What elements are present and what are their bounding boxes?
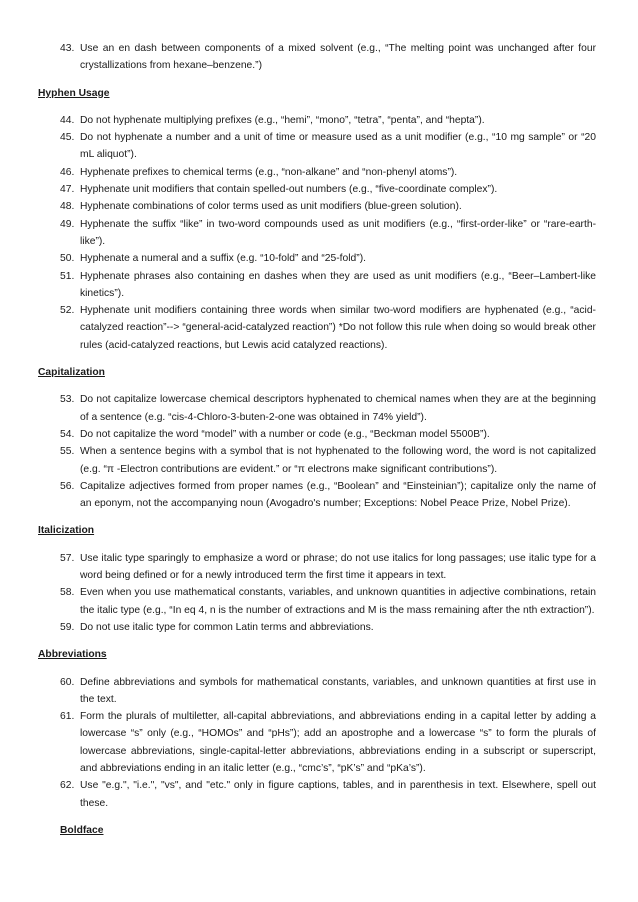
list-item xyxy=(38,302,596,354)
section-heading-abbreviations: Abbreviations xyxy=(38,649,107,661)
item-text: Hyphenate prefixes to chemical terms (e.g., “non-alkane” and “non-phenyl atoms”). xyxy=(80,166,458,178)
item-text: Do not capitalize the word “model” with a number or code (e.g., “Beckman model 5500B”). xyxy=(80,428,490,440)
list-item xyxy=(38,181,596,198)
item-number: 57. xyxy=(60,552,75,564)
list-item xyxy=(38,478,596,513)
item-number: 55. xyxy=(60,446,75,458)
list-item xyxy=(38,268,596,303)
item-text: Do not hyphenate multiplying prefixes (e.g., “hemi”, “mono”, “tetra”, “penta”, and “hepta”). xyxy=(80,114,485,126)
item-number: 46. xyxy=(60,166,75,178)
item-text: Hyphenate unit modifiers containing three words when similar two-word modifiers are hyphenated (e.g., “acid-catalyzed reaction”--> “general-acid-catalyzed reaction”) *Do not follow this rule when doing so would break other rules (acid-catalyzed reactions, but Lewis acid catalyzed reactions). xyxy=(80,305,596,351)
item-number: 45. xyxy=(60,132,75,144)
item-text: Hyphenate a numeral and a suffix (e.g. “10-fold” and “25-fold”). xyxy=(80,253,366,265)
list-item xyxy=(38,426,596,443)
item-number: 51. xyxy=(60,270,75,282)
item-text: Form the plurals of multiletter, all-capital abbreviations, and abbreviations ending in a capital letter by adding a lowercase “s” only (e.g., “HOMOs” and “pHs”); add an apostrophe and a lowercase “s” to form the plurals of lowercase abbreviations, single-capital-letter abbreviations, abbreviations ending in a subscript or superscript, and abbreviations ending in an italic letter (e.g., “cmc’s”, “pK’s” and “pKa’s”). xyxy=(80,711,596,774)
item-text: Use an en dash between components of a mixed solvent (e.g., “The melting point was unchanged after four crystallizations from hexane–benzene.”) xyxy=(80,43,596,72)
item-number: 43. xyxy=(60,43,75,54)
item-number: 52. xyxy=(60,305,75,317)
item-number: 54. xyxy=(60,428,75,440)
item-text: Do not hyphenate a number and a unit of time or measure used as a unit modifier (e.g., “10 mg sample” or “20 mL aliquot”). xyxy=(80,132,596,161)
list-item xyxy=(38,216,596,251)
list-item xyxy=(38,129,596,164)
item-text: Even when you use mathematical constants, variables, and unknown quantities in adjective combinations, retain the italic type (e.g., “In eq 4, n is the number of extractions and M is the mass remaining after the nth extraction”). xyxy=(80,587,596,616)
item-number: 62. xyxy=(60,780,75,792)
list-item xyxy=(38,40,596,75)
document-page xyxy=(38,40,596,849)
item-text: When a sentence begins with a symbol that is not hyphenated to the following word, the word is not capitalized (e.g. “π -Electron contributions are evident.” or “π electrons make significant contributions”). xyxy=(80,446,596,475)
list-item xyxy=(38,443,596,478)
list-item xyxy=(38,391,596,426)
sections-container xyxy=(38,85,596,812)
list-item xyxy=(38,584,596,619)
section-heading-boldface: Boldface xyxy=(60,824,104,836)
item-number: 53. xyxy=(60,394,75,406)
list-item xyxy=(38,708,596,777)
section-list xyxy=(38,391,596,512)
section-list xyxy=(38,674,596,812)
item-number: 49. xyxy=(60,218,75,230)
section-heading-italicization: Italicization xyxy=(38,525,95,537)
item-number: 60. xyxy=(60,676,75,688)
item-number: 56. xyxy=(60,480,75,492)
section-heading-capitalization: Capitalization xyxy=(38,367,105,379)
list-item xyxy=(38,550,596,585)
list-item xyxy=(38,250,596,267)
item-text: Do not capitalize lowercase chemical descriptors hyphenated to chemical names when they are at the beginning of a sentence (e.g. “cis-4-Chloro-3-buten-2-one was obtained in 74% yield”). xyxy=(80,394,596,423)
item-text: Hyphenate phrases also containing en dashes when they are used as unit modifiers (e.g., “Beer–Lambert-like kinetics”). xyxy=(80,270,596,299)
item-number: 61. xyxy=(60,711,75,723)
item-text: Capitalize adjectives formed from proper names (e.g., “Boolean” and “Einsteinian”); capitalize only the name of an eponym, not the accompanying noun (Avogadro's number; Exceptions: Nobel Peace Prize, Nobel Prize). xyxy=(80,480,596,510)
section-list xyxy=(38,112,596,354)
item-text: Define abbreviations and symbols for mathematical constants, variables, and unknown quantities at first use in the text. xyxy=(80,676,596,705)
item-number: 47. xyxy=(60,184,75,196)
item-text: Hyphenate the suffix “like” in two-word compounds used as unit modifiers (e.g., “first-order-like” or “rare-earth-like”). xyxy=(80,218,596,247)
list-item xyxy=(38,198,596,215)
item-number: 44. xyxy=(60,114,75,126)
list-item xyxy=(38,164,596,181)
section-list xyxy=(38,550,596,636)
item-number: 59. xyxy=(60,621,75,633)
item-text: Use "e.g.", "i.e.", "vs", and "etc." only in figure captions, tables, and in parenthesis in text. Elsewhere, spell out these. xyxy=(80,780,596,809)
intro-list xyxy=(38,40,596,75)
list-item xyxy=(38,112,596,129)
item-number: 58. xyxy=(60,587,75,599)
list-item xyxy=(38,777,596,812)
list-item xyxy=(38,619,596,636)
item-text: Hyphenate combinations of color terms used as unit modifiers (blue-green solution). xyxy=(80,201,462,213)
item-text: Hyphenate unit modifiers that contain spelled-out numbers (e.g., “five-coordinate complex”). xyxy=(80,184,498,196)
list-item xyxy=(38,674,596,709)
item-text: Use italic type sparingly to emphasize a word or phrase; do not use italics for long passages; use italic type for a word being defined or for a newly introduced term the first time it appears in text. xyxy=(80,552,596,582)
item-number: 48. xyxy=(60,201,75,213)
section-heading-hyphen-usage: Hyphen Usage xyxy=(38,87,110,99)
item-number: 50. xyxy=(60,253,75,265)
item-text: Do not use italic type for common Latin terms and abbreviations. xyxy=(80,621,374,633)
